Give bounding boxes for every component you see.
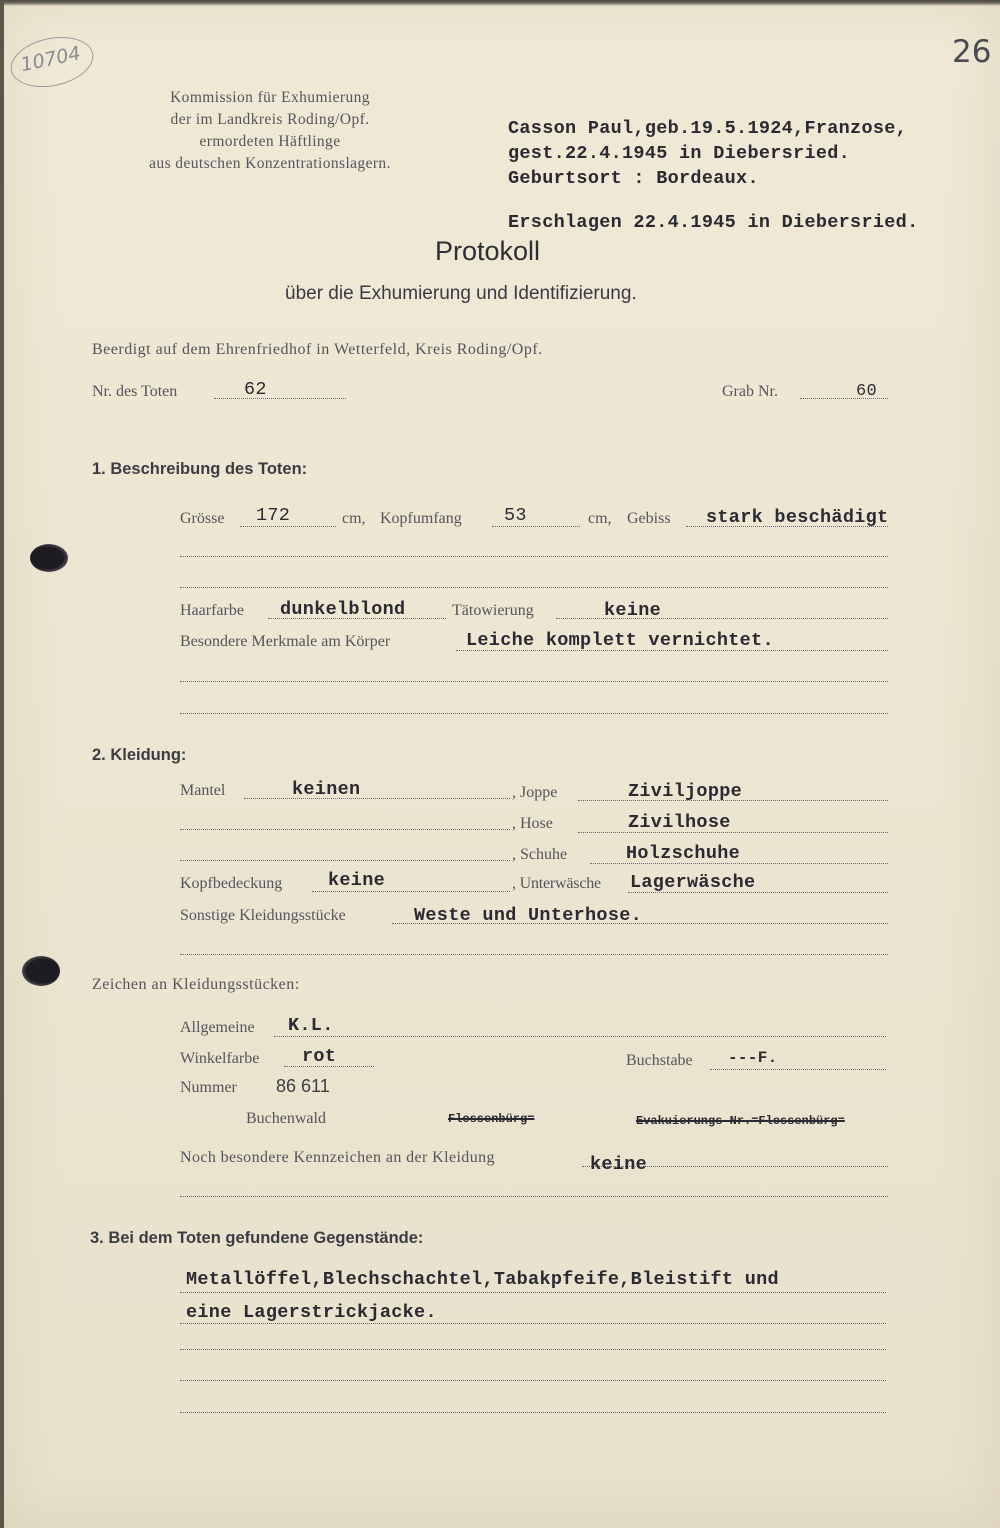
mantel-dots xyxy=(244,798,510,799)
kopfbedeckung-dots xyxy=(312,891,510,892)
struck-flossenbuerg: Flossenbürg= xyxy=(448,1112,535,1126)
joppe-value: Ziviljoppe xyxy=(628,781,743,802)
protocol-subtitle: über die Exhumierung und Identifizierung. xyxy=(285,283,637,304)
schuhe-value: Holzschuhe xyxy=(626,843,741,864)
gebiss-label: Gebiss xyxy=(627,510,671,527)
hose-dots xyxy=(578,832,888,833)
commission-line-4: aus deutschen Konzentrationslagern. xyxy=(149,155,391,172)
commission-line-1: Kommission für Exhumierung xyxy=(170,89,370,106)
merkmale-value: Leiche komplett vernichtet. xyxy=(466,630,774,651)
sonstige-value: Weste und Unterhose. xyxy=(414,905,643,926)
typed-header-line-2: gest.22.4.1945 in Diebersried. xyxy=(508,143,851,164)
unterwaesche-value: Lagerwäsche xyxy=(630,872,756,893)
buchstabe-label: Buchstabe xyxy=(626,1052,693,1069)
allgemeine-label: Allgemeine xyxy=(180,1019,255,1036)
scan-top-edge xyxy=(0,0,1000,6)
buchenwald-label: Buchenwald xyxy=(246,1110,326,1127)
nr-value: 62 xyxy=(244,379,267,400)
grab-value: 60 xyxy=(856,382,878,401)
buchstabe-value: ---F. xyxy=(728,1049,778,1067)
hose-value: Zivilhose xyxy=(628,812,731,833)
cm-label-1: cm, xyxy=(342,510,366,527)
commission-line-2: der im Landkreis Roding/Opf. xyxy=(170,111,370,128)
cm-label-2: cm, xyxy=(588,510,612,527)
blank-line-6 xyxy=(180,1196,888,1197)
typed-header-line-1: Casson Paul,geb.19.5.1924,Franzose, xyxy=(508,118,908,139)
scan-left-edge xyxy=(0,0,4,1528)
section-3-heading: 3. Bei dem Toten gefundene Gegenstände: xyxy=(90,1229,424,1247)
typed-header-line-3: Geburtsort : Bordeaux. xyxy=(508,168,759,189)
gebiss-value: stark beschädigt xyxy=(706,507,889,528)
winkelfarbe-value: rot xyxy=(302,1046,337,1067)
blank-line-8 xyxy=(180,1380,886,1381)
blank-line-1 xyxy=(180,556,888,557)
haarfarbe-label: Haarfarbe xyxy=(180,602,244,619)
archive-stamp-text: 10704 xyxy=(18,42,83,77)
winkelfarbe-label: Winkelfarbe xyxy=(180,1050,260,1067)
struck-evakuierung: Evakuierungs-Nr.=Flossenbürg= xyxy=(636,1114,845,1128)
commission-block xyxy=(100,86,440,176)
items-line-1-dots xyxy=(180,1292,886,1293)
hose-label: , Hose xyxy=(512,815,553,832)
kopfbedeckung-value: keine xyxy=(328,870,386,891)
noch-value: keine xyxy=(590,1154,648,1175)
sonstige-label: Sonstige Kleidungsstücke xyxy=(180,907,346,924)
nummer-value: 86 611 xyxy=(276,1076,330,1096)
buchstabe-dots xyxy=(710,1069,886,1070)
protocol-title: Protokoll xyxy=(435,236,541,266)
grab-label: Grab Nr. xyxy=(722,383,778,400)
allgemeine-value: K.L. xyxy=(288,1015,334,1036)
section-1-heading: 1. Beschreibung des Toten: xyxy=(92,460,308,478)
items-line-2: eine Lagerstrickjacke. xyxy=(186,1302,437,1323)
schuhe-left-dots xyxy=(180,860,510,861)
haarfarbe-value: dunkelblond xyxy=(280,599,406,620)
burial-label: Beerdigt auf dem Ehrenfriedhof in Wetterfeld, Kreis Roding/Opf. xyxy=(92,341,543,358)
schuhe-label: , Schuhe xyxy=(512,846,568,863)
page-number: 26 xyxy=(952,34,992,70)
kopfumfang-label: Kopfumfang xyxy=(380,510,462,527)
blank-line-9 xyxy=(180,1412,886,1413)
items-line-2-dots xyxy=(180,1323,886,1324)
hose-left-dots xyxy=(180,829,510,830)
kopfbedeckung-label: Kopfbedeckung xyxy=(180,875,283,892)
blank-line-5 xyxy=(180,954,888,955)
nr-dots xyxy=(214,398,346,399)
nr-label: Nr. des Toten xyxy=(92,383,178,400)
joppe-label: , Joppe xyxy=(512,784,558,801)
blank-line-3 xyxy=(180,681,888,682)
taetowierung-value: keine xyxy=(604,600,662,621)
zeichen-heading: Zeichen an Kleidungsstücken: xyxy=(92,976,300,993)
groesse-label: Grösse xyxy=(180,510,225,527)
commission-line-3: ermordeten Häftlinge xyxy=(199,133,341,150)
unterwaesche-label: , Unterwäsche xyxy=(512,875,601,892)
allgemeine-dots xyxy=(274,1036,886,1037)
groesse-dots xyxy=(240,526,336,527)
mantel-value: keinen xyxy=(292,779,361,800)
kopfumfang-value: 53 xyxy=(504,505,527,526)
taetowierung-label: Tätowierung xyxy=(452,602,534,619)
typed-header-line-4: Erschlagen 22.4.1945 in Diebersried. xyxy=(508,212,919,233)
nummer-label: Nummer xyxy=(180,1079,237,1096)
punch-hole-1 xyxy=(30,544,68,572)
mantel-label: Mantel xyxy=(180,782,226,799)
noch-label: Noch besondere Kennzeichen an der Kleidung xyxy=(180,1149,495,1166)
items-line-1: Metallöffel,Blechschachtel,Tabakpfeife,Bleistift und xyxy=(186,1269,779,1290)
punch-hole-2 xyxy=(22,956,60,986)
blank-line-2 xyxy=(180,587,888,588)
kopfumfang-dots xyxy=(492,526,580,527)
blank-line-4 xyxy=(180,713,888,714)
archive-stamp xyxy=(6,30,98,94)
blank-line-7 xyxy=(180,1349,886,1350)
groesse-value: 172 xyxy=(256,505,291,526)
merkmale-label: Besondere Merkmale am Körper xyxy=(180,633,391,650)
section-2-heading: 2. Kleidung: xyxy=(92,746,187,764)
